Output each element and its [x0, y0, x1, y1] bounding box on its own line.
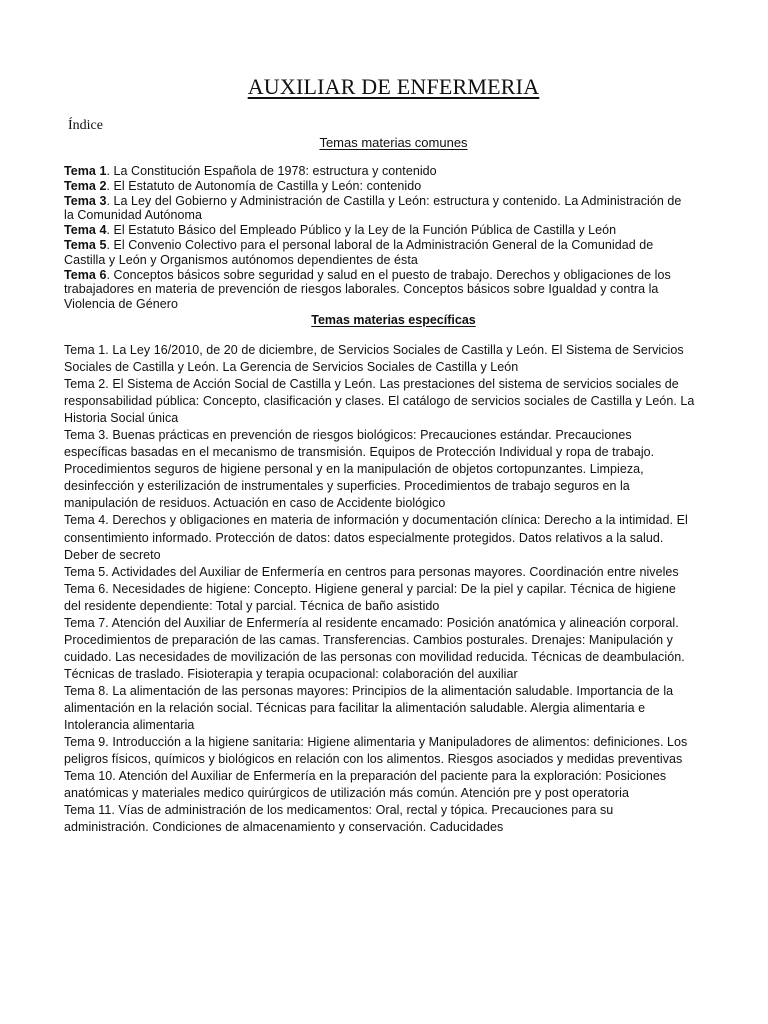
document-title: AUXILIAR DE ENFERMERIA	[247, 74, 540, 99]
specific-topic: Tema 3. Buenas prácticas en prevención de riesgos biológicos: Precauciones estándar. Precauciones específicas basadas en el mecanismo de transmisión. Equipos de Protección Individual y ropa de trabajo. Procedimientos seguros de higiene personal y en la manipulación de objetos cortopunzantes. Limpieza, desinfección y esterilización de instrumentales y superficies. Procedimientos de trabajo seguros en la manipulación de residuos. Actuación en caso de Accidente biológico	[64, 428, 655, 511]
topic-number: Tema 6	[64, 267, 107, 282]
specific-topic: Tema 6. Necesidades de higiene: Concepto. Higiene general y parcial: De la piel y capilar. Técnica de higiene del residente dependiente: Total y parcial. Técnica de baño asistido	[64, 581, 676, 613]
topic-number: Tema 5	[64, 237, 107, 252]
common-topics-heading: Temas materias comunes	[319, 135, 468, 150]
topic-number: Tema 1	[64, 164, 107, 178]
common-topic	[64, 238, 694, 268]
specific-topic: Tema 10. Atención del Auxiliar de Enfermería en la preparación del paciente para la exploración: Posiciones anatómicas y materiales medico quirúrgicos de utilización más común. Atención pre y post operatoria	[64, 769, 667, 801]
common-topics-list	[64, 164, 694, 312]
common-topic	[64, 268, 694, 312]
topic-text: . La Constitución Española de 1978: estructura y contenido	[106, 164, 437, 178]
common-topic	[64, 194, 694, 224]
specific-topic: Tema 9. Introducción a la higiene sanitaria: Higiene alimentaria y Manipuladores de alimentos: definiciones. Los peligros físicos, químicos y biológicos en relación con los alimentos. Riesgos asociados y medidas preventivas	[64, 735, 688, 767]
specific-topic: Tema 11. Vías de administración de los medicamentos: Oral, rectal y tópica. Precauciones para su administración. Condiciones de almacenamiento y conservación. Caducidades	[64, 803, 614, 835]
specific-topic: Tema 4. Derechos y obligaciones en materia de información y documentación clínica: Derecho a la intimidad. El consentimiento informado. Protección de datos: datos especialmente protegidos. Datos relativos a la salud. Deber de secreto	[64, 513, 688, 562]
topic-text: . El Convenio Colectivo para el personal laboral de la Administración General de la Comunidad de Castilla y León y Organismos autónomos dependientes de ésta	[64, 237, 654, 267]
specific-topic: Tema 5. Actividades del Auxiliar de Enfermería en centros para personas mayores. Coordinación entre niveles	[64, 564, 679, 579]
specific-topic: Tema 2. El Sistema de Acción Social de Castilla y León. Las prestaciones del sistema de servicios sociales de responsabilidad pública: Concepto, clasificación y clases. El catálogo de servicios sociales de Castilla y León. La Historia Social única	[64, 377, 695, 426]
topic-text: . Conceptos básicos sobre seguridad y salud en el puesto de trabajo. Derechos y obligaciones de los trabajadores en materia de prevención de riesgos laborales. Conceptos básicos sobre Igualdad y contra la Violencia de Género	[64, 267, 671, 312]
topic-number: Tema 3	[64, 193, 107, 208]
index-label: Índice	[68, 118, 103, 133]
specific-topics-heading: Temas materias específicas	[311, 313, 476, 327]
topic-text: . La Ley del Gobierno y Administración de Castilla y León: estructura y contenido. La Administración de la Comunidad Autónoma	[64, 193, 682, 223]
topic-text: . El Estatuto Básico del Empleado Público y la Ley de la Función Pública de Castilla y León	[106, 223, 617, 238]
common-topic	[64, 223, 694, 238]
topic-number: Tema 2	[64, 178, 107, 193]
specific-topics-list	[64, 342, 696, 836]
specific-topic: Tema 7. Atención del Auxiliar de Enfermería al residente encamado: Posición anatómica y alineación corporal. Procedimientos de preparación de las camas. Transferencias. Cambios posturales. Drenajes: Manipulación y cuidado. Las necesidades de movilización de las personas con movilidad reducida. Técnicas de deambulación. Técnicas de traslado. Fisioterapia y terapia ocupacional: colaboración del auxiliar	[64, 615, 685, 681]
common-topic	[64, 164, 694, 179]
specific-topic: Tema 1. La Ley 16/2010, de 20 de diciembre, de Servicios Sociales de Castilla y León. El Sistema de Servicios Sociales de Castilla y León. La Gerencia de Servicios Sociales de Castilla y León	[64, 343, 684, 375]
topic-number: Tema 4	[64, 223, 107, 238]
specific-topic: Tema 8. La alimentación de las personas mayores: Principios de la alimentación saludable. Importancia de la alimentación en la relación social. Técnicas para facilitar la alimentación saludable. Alergia alimentaria e Intolerancia alimentaria	[64, 683, 674, 733]
topic-text: . El Estatuto de Autonomía de Castilla y León: contenido	[106, 178, 422, 193]
common-topic	[64, 179, 694, 194]
